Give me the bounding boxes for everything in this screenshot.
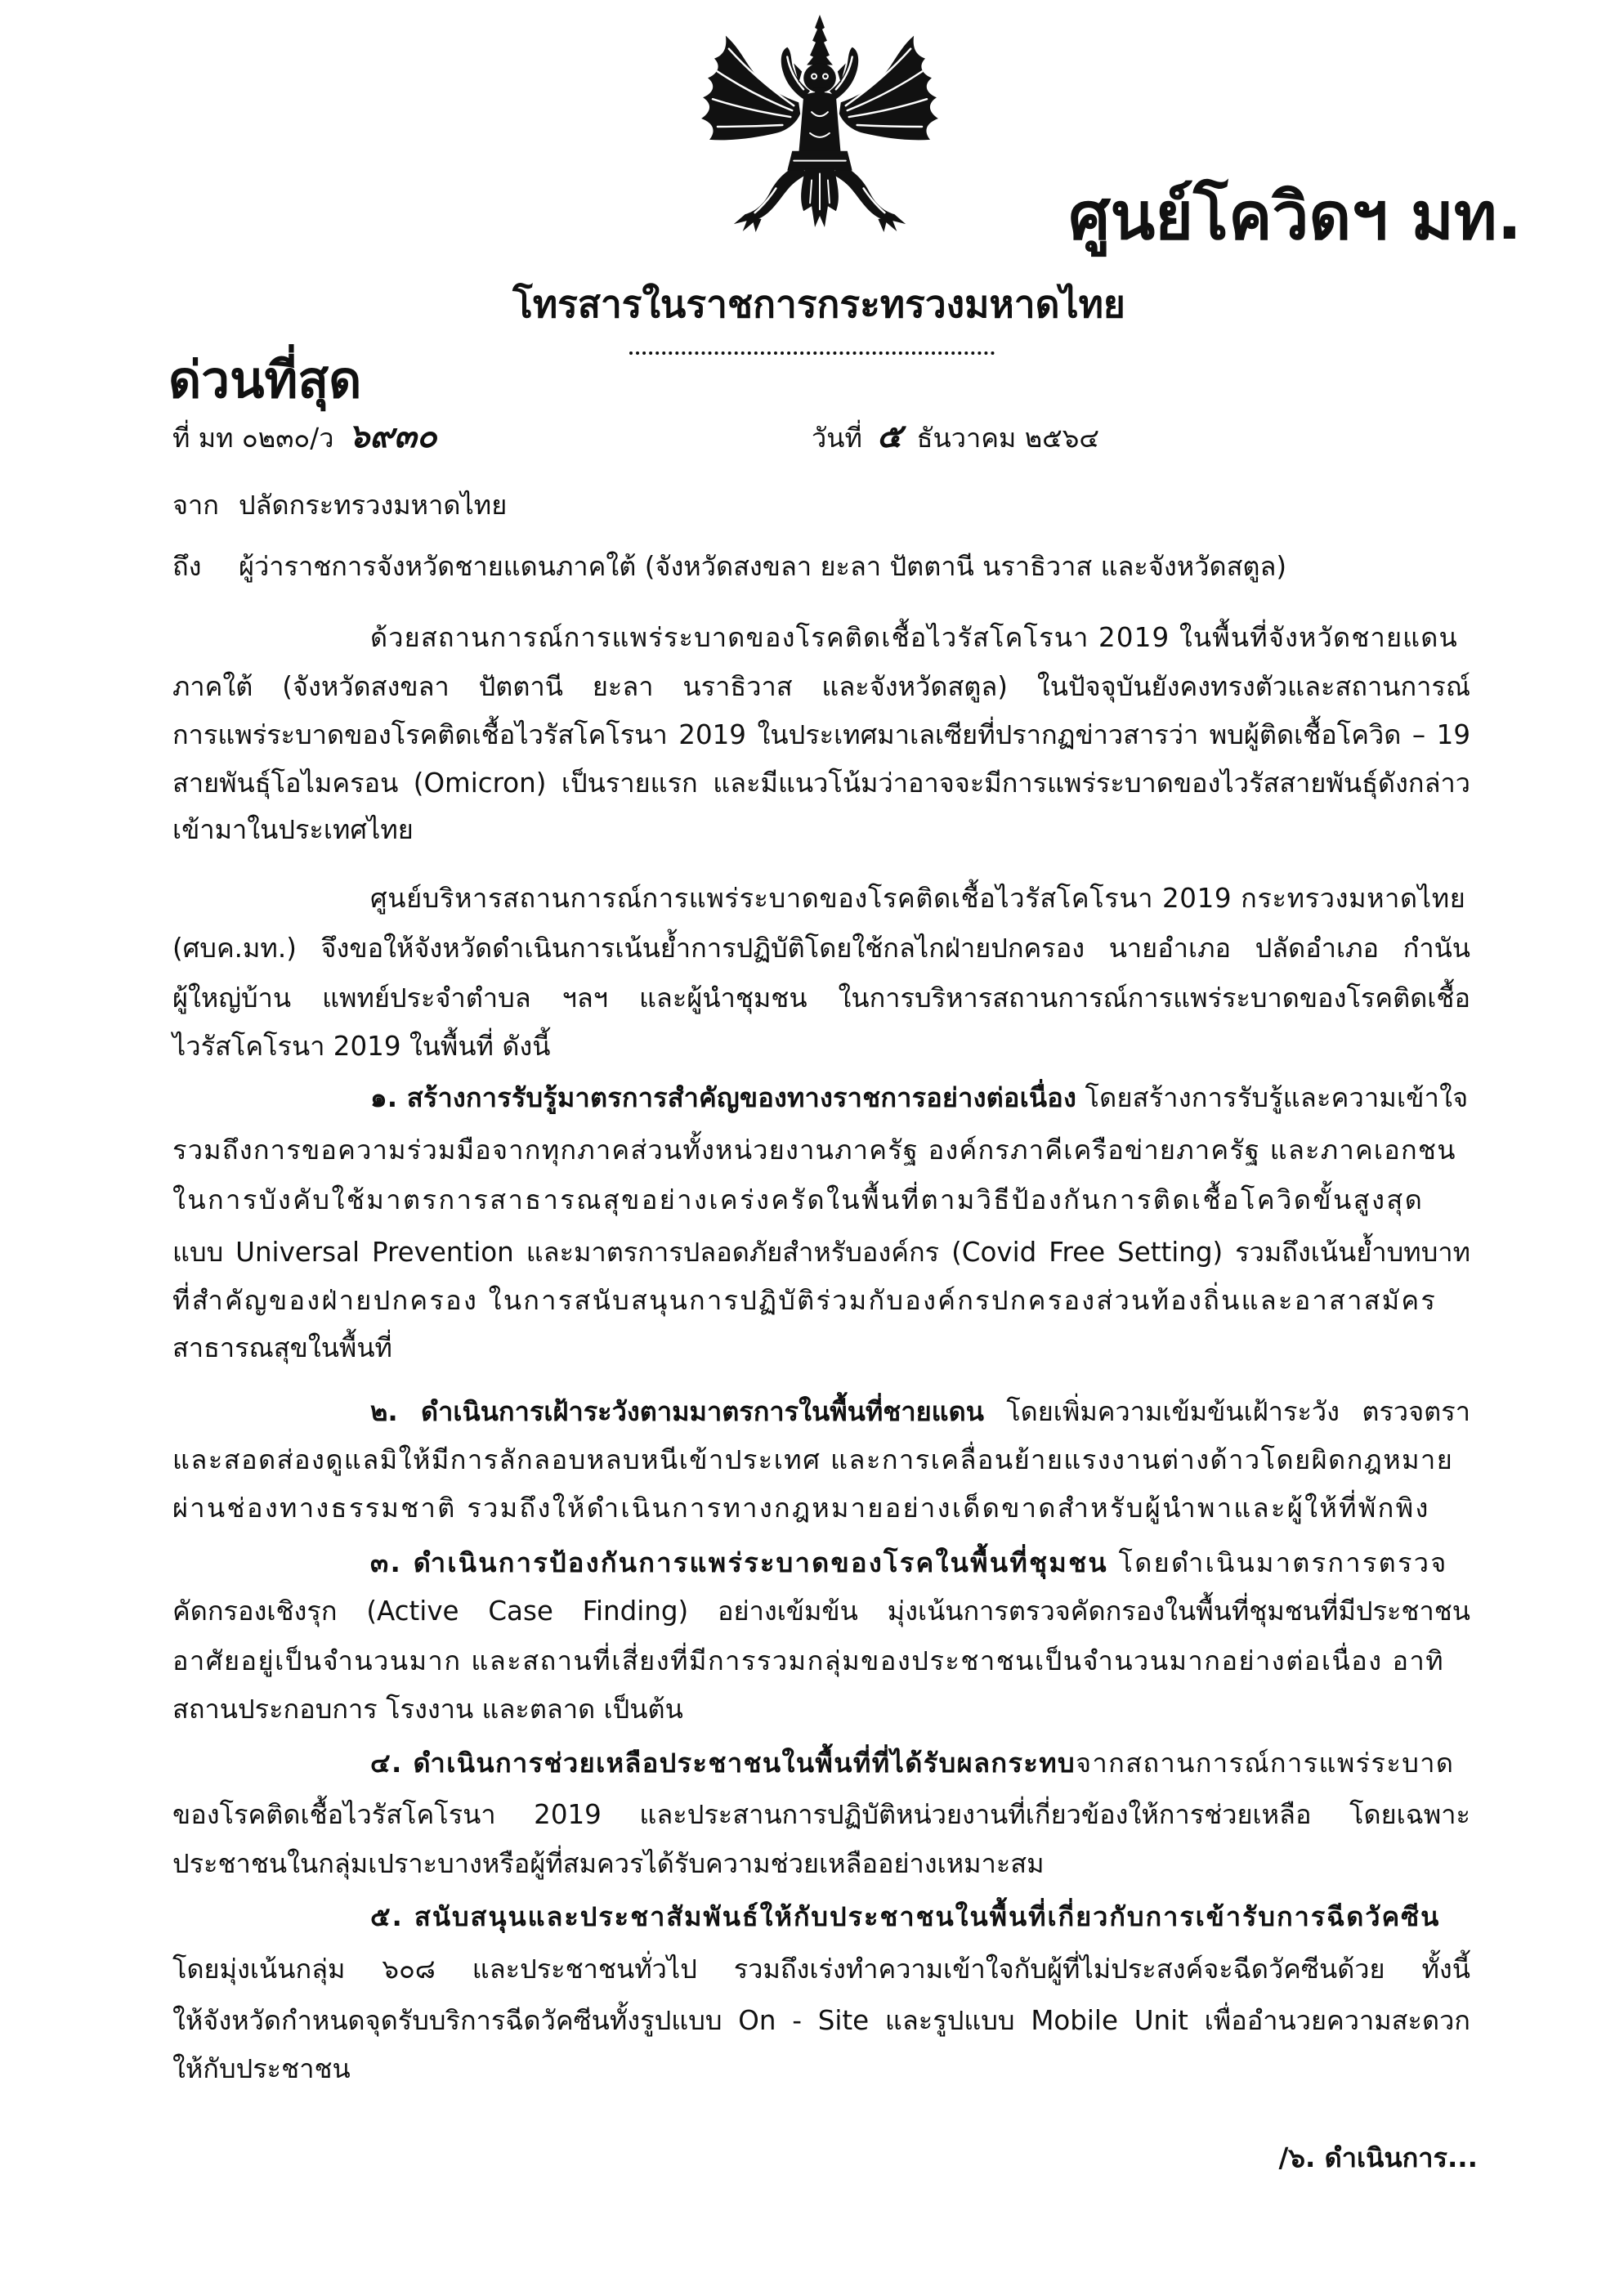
body-line: สายพันธุ์โอไมครอน (Omicron) เป็นรายแรก และมีแนวโน้มว่าอาจจะมีการแพร่ระบาดของไวรัสสายพันธุ์ดังกล่าว bbox=[172, 768, 1470, 799]
body-line: ที่สำคัญของฝ่ายปกครอง ในการสนับสนุนการปฏิบัติร่วมกับองค์กรปกครองส่วนท้องถิ่นและอาสาสมัคร bbox=[172, 1285, 1438, 1316]
item-heading: ๒. ดำเนินการเฝ้าระวังตามมาตรการในพื้นที่ชายแดน bbox=[370, 1396, 984, 1427]
from-label: จาก bbox=[172, 490, 219, 521]
item-text: จากสถานการณ์การแพร่ระบาด bbox=[1076, 1748, 1455, 1779]
item-1-first-line bbox=[370, 1075, 1470, 1121]
body-line: สาธารณสุขในพื้นที่ bbox=[172, 1332, 392, 1363]
document-date bbox=[812, 413, 1099, 459]
body-line: การแพร่ระบาดของโรคติดเชื้อไวรัสโคโรนา 2019 ในประเทศมาเลเซียที่ปรากฏข่าวสารว่า พบผู้ติดเชื้อโควิด – 19 bbox=[172, 719, 1470, 750]
date-handwritten-day: ๕ bbox=[876, 416, 902, 455]
body-line: เข้ามาในประเทศไทย bbox=[172, 814, 414, 845]
item-2-first-line bbox=[370, 1389, 1470, 1434]
body-line: ผู้ใหญ่บ้าน แพทย์ประจำตำบล ฯลฯ และผู้นำชุมชน ในการบริหารสถานการณ์การแพร่ระบาดของโรคติดเชื้อ bbox=[172, 982, 1470, 1014]
to-value: ผู้ว่าราชการจังหวัดชายแดนภาคใต้ (จังหวัดสงขลา ยะลา ปัตตานี นราธิวาส และจังหวัดสตูล) bbox=[239, 551, 1287, 582]
item-4-first-line bbox=[370, 1740, 1470, 1786]
body-line: แบบ Universal Prevention และมาตรการปลอดภัยสำหรับองค์กร (Covid Free Setting) รวมถึงเน้นย้ำบทบาท bbox=[172, 1237, 1470, 1268]
body-line: สถานประกอบการ โรงงาน และตลาด เป็นต้น bbox=[172, 1694, 683, 1725]
body-line: ให้จังหวัดกำหนดจุดรับบริการฉีดวัคซีนทั้งรูปแบบ On - Site และรูปแบบ Mobile Unit เพื่ออำนวยความสะดวก bbox=[172, 2005, 1470, 2036]
body-line: โดยมุ่งเน้นกลุ่ม ๖๐๘ และประชาชนทั่วไป รวมถึงเร่งทำความเข้าใจกับผู้ที่ไม่ประสงค์จะฉีดวัคซีนด้วย ทั้งนี้ bbox=[172, 1954, 1470, 1985]
urgency-label: ด่วนที่สุด bbox=[168, 350, 362, 410]
body-line: ศูนย์บริหารสถานการณ์การแพร่ระบาดของโรคติดเชื้อไวรัสโคโรนา 2019 กระทรวงมหาดไทย bbox=[370, 883, 1466, 914]
body-line: อาศัยอยู่เป็นจำนวนมาก และสถานที่เสี่ยงที่มีการรวมกลุ่มของประชาชนเป็นจำนวนมากอย่างต่อเนื่อง อาทิ bbox=[172, 1645, 1445, 1676]
body-line: ผ่านช่องทางธรรมชาติ รวมถึงให้ดำเนินการทางกฎหมายอย่างเด็ดขาดสำหรับผู้นำพาและผู้ให้ที่พักพิง bbox=[172, 1493, 1430, 1524]
item-heading: ๔. ดำเนินการช่วยเหลือประชาชนในพื้นที่ที่ได้รับผลกระทบ bbox=[370, 1748, 1076, 1779]
item-text: โดยดำเนินมาตรการตรวจ bbox=[1118, 1547, 1448, 1578]
from-value: ปลัดกระทรวงมหาดไทย bbox=[239, 490, 508, 521]
garuda-emblem-icon bbox=[697, 15, 942, 234]
to-row bbox=[172, 544, 1470, 589]
body-line: ให้กับประชาชน bbox=[172, 2053, 351, 2084]
item-heading: ๑. สร้างการรับรู้มาตรการสำคัญของทางราชการอย่างต่อเนื่อง bbox=[370, 1082, 1077, 1113]
body-line: และสอดส่องดูแลมิให้มีการลักลอบหลบหนีเข้าประเทศ และการเคลื่อนย้ายแรงงานต่างด้าวโดยผิดกฎหมาย bbox=[172, 1444, 1454, 1475]
body-line: ภาคใต้ (จังหวัดสงขลา ปัตตานี ยะลา นราธิวาส และจังหวัดสตูล) ในปัจจุบันยังคงทรงตัวและสถานการณ์ bbox=[172, 671, 1470, 702]
date-month-year: ธันวาคม ๒๕๖๔ bbox=[916, 423, 1099, 454]
body-line: ของโรคติดเชื้อไวรัสโคโรนา 2019 และประสานการปฏิบัติหน่วยงานที่เกี่ยวข้องให้การช่วยเหลือ โดยเฉพาะ bbox=[172, 1799, 1470, 1830]
from-row bbox=[172, 482, 1470, 528]
item-text: โดยเพิ่มความเข้มข้นเฝ้าระวัง ตรวจตรา bbox=[1006, 1396, 1470, 1427]
continued-on-next-page: /๖. ดำเนินการ... bbox=[1278, 2142, 1478, 2173]
item-heading: ๓. ดำเนินการป้องกันการแพร่ระบาดของโรคในพื้นที่ชุมชน bbox=[370, 1547, 1108, 1578]
reference-prefix: ที่ มท ๐๒๓๐/ว bbox=[172, 423, 334, 454]
body-line: รวมถึงการขอความร่วมมือจากทุกภาคส่วนทั้งหน่วยงานภาครัฐ องค์กรภาคีเครือข่ายภาครัฐ และภาคเอกชน bbox=[172, 1135, 1456, 1166]
item-3-first-line bbox=[370, 1540, 1470, 1586]
reference-handwritten-number: ๖๙๓๐ bbox=[348, 416, 437, 455]
body-line: (ศบค.มท.) จึงขอให้จังหวัดดำเนินการเน้นย้ำการปฏิบัติโดยใช้กลไกฝ่ายปกครอง นายอำเภอ ปลัดอำเภอ กำนัน bbox=[172, 933, 1470, 964]
item-text: โดยสร้างการรับรู้และความเข้าใจ bbox=[1085, 1082, 1469, 1113]
document-title: โทรสารในราชการกระทรวงมหาดไทย bbox=[512, 282, 1125, 326]
body-line: ประชาชนในกลุ่มเปราะบางหรือผู้ที่สมควรได้รับความช่วยเหลืออย่างเหมาะสม bbox=[172, 1848, 1045, 1879]
body-line: ในการบังคับใช้มาตรการสาธารณสุขอย่างเคร่งครัดในพื้นที่ตามวิธีป้องกันการติดเชื้อโควิดขั้นสูงสุด bbox=[172, 1184, 1425, 1215]
covid-center-label: ศูนย์โควิดฯ มท. bbox=[1068, 178, 1522, 254]
reference-number bbox=[172, 413, 437, 459]
body-line: ไวรัสโคโรนา 2019 ในพื้นที่ ดังนี้ bbox=[172, 1031, 551, 1062]
body-line: คัดกรองเชิงรุก (Active Case Finding) อย่างเข้มข้น มุ่งเน้นการตรวจคัดกรองในพื้นที่ชุมชนที่มีประชาชน bbox=[172, 1596, 1470, 1627]
body-line: ด้วยสถานการณ์การแพร่ระบาดของโรคติดเชื้อไวรัสโคโรนา 2019 ในพื้นที่จังหวัดชายแดน bbox=[370, 622, 1458, 653]
dotted-rule bbox=[629, 351, 995, 355]
date-label: วันที่ bbox=[812, 423, 862, 454]
item-heading: ๕. สนับสนุนและประชาสัมพันธ์ให้กับประชาชนในพื้นที่เกี่ยวกับการเข้ารับการฉีดวัคซีน bbox=[370, 1901, 1441, 1932]
to-label: ถึง bbox=[172, 551, 202, 582]
item-5-first-line bbox=[370, 1894, 1470, 1940]
